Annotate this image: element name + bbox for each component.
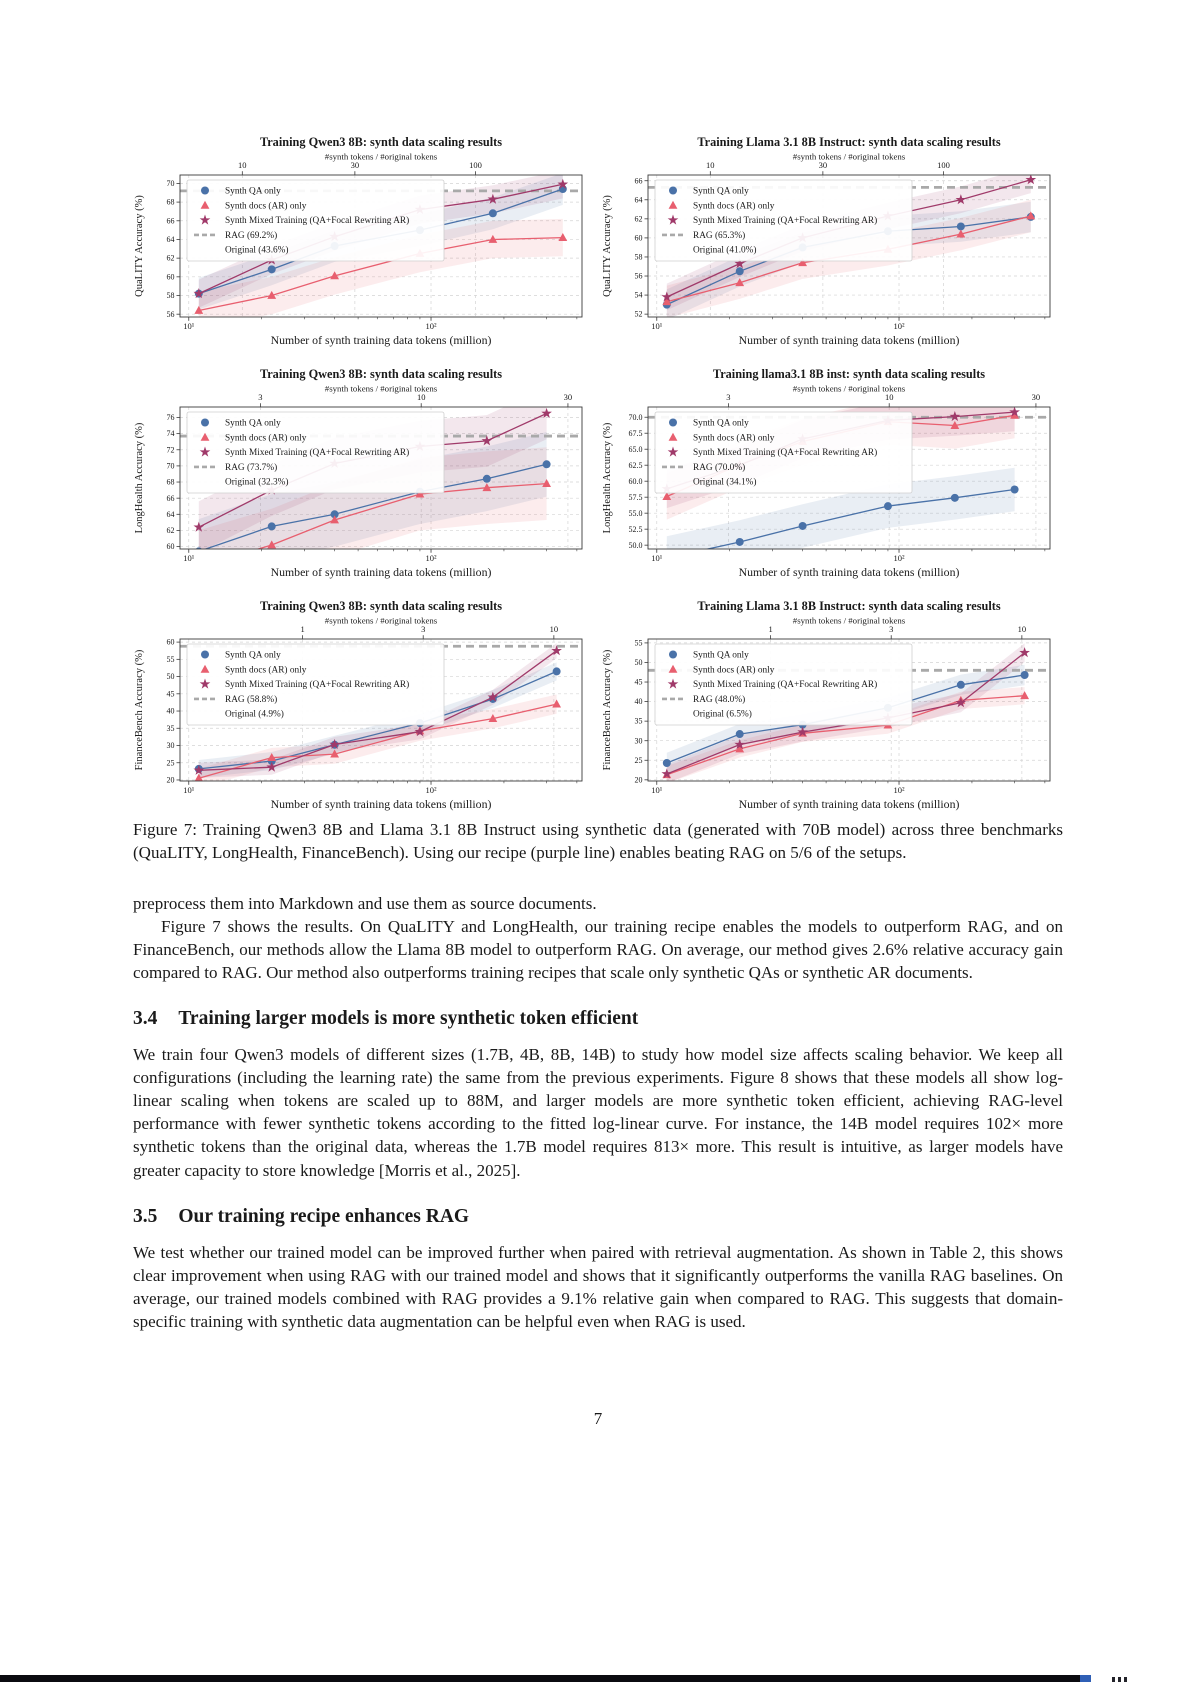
- svg-text:1: 1: [300, 624, 305, 634]
- svg-text:Synth docs (AR) only: Synth docs (AR) only: [693, 665, 775, 676]
- svg-text:45: 45: [166, 689, 175, 699]
- svg-text:55.0: 55.0: [628, 508, 643, 518]
- svg-text:60: 60: [166, 542, 175, 552]
- svg-text:10: 10: [416, 392, 426, 402]
- svg-text:30: 30: [563, 392, 573, 402]
- svg-text:Synth Mixed Training (QA+Focal: Synth Mixed Training (QA+Focal Rewriting AR): [225, 448, 410, 459]
- svg-text:Number of synth training data: Number of synth training data tokens (million): [270, 565, 492, 579]
- svg-text:62.5: 62.5: [628, 460, 643, 470]
- svg-text:3: 3: [726, 392, 731, 402]
- section-heading-3-5: [133, 1206, 1063, 1228]
- svg-text:FinanceBench Accuracy (%): FinanceBench Accuracy (%): [134, 649, 145, 771]
- svg-text:74: 74: [166, 429, 175, 439]
- svg-text:52.5: 52.5: [628, 524, 643, 534]
- svg-text:Synth Mixed Training (QA+Focal: Synth Mixed Training (QA+Focal Rewriting AR): [225, 216, 410, 227]
- svg-text:72: 72: [166, 445, 175, 455]
- svg-text:25: 25: [166, 758, 175, 768]
- section-title: Our training recipe enhances RAG: [178, 1205, 470, 1227]
- svg-text:50: 50: [634, 658, 643, 668]
- svg-text:QuaLITY Accuracy (%): QuaLITY Accuracy (%): [134, 195, 145, 297]
- svg-text:10: 10: [706, 160, 715, 170]
- svg-text:20: 20: [166, 775, 175, 785]
- svg-text:Synth Mixed Training (QA+Focal: Synth Mixed Training (QA+Focal Rewriting AR): [225, 680, 410, 691]
- chart-financebench-llama-8b: [598, 597, 1056, 817]
- svg-text:10²: 10²: [425, 785, 437, 795]
- svg-text:Synth Mixed Training (QA+Focal: Synth Mixed Training (QA+Focal Rewriting AR): [693, 448, 878, 459]
- svg-text:10²: 10²: [425, 553, 437, 563]
- svg-text:55: 55: [634, 638, 643, 648]
- svg-text:10²: 10²: [425, 321, 437, 331]
- svg-text:10¹: 10¹: [183, 321, 195, 331]
- svg-text:57.5: 57.5: [628, 492, 643, 502]
- svg-text:70: 70: [166, 179, 175, 189]
- svg-text:Training Llama 3.1 8B Instruct: Training Llama 3.1 8B Instruct: synth data scaling results: [697, 599, 1001, 613]
- svg-text:62: 62: [634, 214, 643, 224]
- svg-text:10¹: 10¹: [651, 553, 663, 563]
- svg-text:66: 66: [634, 176, 643, 186]
- svg-text:35: 35: [634, 716, 643, 726]
- svg-text:66: 66: [166, 216, 175, 226]
- section-number: 3.4: [133, 1008, 158, 1029]
- svg-text:Original (4.9%): Original (4.9%): [225, 709, 284, 720]
- page-number: 7: [593, 1409, 603, 1429]
- svg-text:QuaLITY Accuracy (%): QuaLITY Accuracy (%): [602, 195, 613, 297]
- svg-text:#synth tokens / #original toke: #synth tokens / #original tokens: [324, 615, 438, 626]
- svg-text:62: 62: [166, 253, 175, 263]
- svg-text:30: 30: [634, 736, 643, 746]
- svg-text:1: 1: [768, 624, 773, 634]
- svg-text:Synth QA only: Synth QA only: [693, 418, 749, 429]
- svg-text:58: 58: [634, 252, 643, 262]
- svg-text:Synth Mixed Training (QA+Focal: Synth Mixed Training (QA+Focal Rewriting AR): [693, 680, 878, 691]
- svg-text:50: 50: [166, 672, 175, 682]
- svg-text:10²: 10²: [893, 553, 905, 563]
- chart-quality-llama-8b: [598, 133, 1056, 353]
- svg-text:30: 30: [818, 160, 828, 170]
- svg-text:Synth QA only: Synth QA only: [225, 650, 281, 661]
- svg-text:#synth tokens / #original toke: #synth tokens / #original tokens: [324, 151, 438, 162]
- svg-text:67.5: 67.5: [628, 428, 643, 438]
- svg-text:Number of synth training data: Number of synth training data tokens (million): [738, 797, 960, 811]
- svg-text:10²: 10²: [893, 321, 905, 331]
- svg-text:60.0: 60.0: [628, 476, 643, 486]
- svg-text:Training Qwen3 8B: synth data: Training Qwen3 8B: synth data scaling results: [259, 599, 503, 613]
- svg-text:100: 100: [937, 160, 950, 170]
- svg-text:64: 64: [634, 195, 643, 205]
- svg-text:52: 52: [634, 309, 643, 319]
- svg-text:3: 3: [258, 392, 263, 402]
- svg-text:RAG (65.3%): RAG (65.3%): [693, 230, 746, 241]
- svg-text:RAG (69.2%): RAG (69.2%): [225, 230, 278, 241]
- svg-text:60: 60: [166, 637, 175, 647]
- chart-longhealth-qwen3-8b: [130, 365, 588, 585]
- svg-text:45: 45: [634, 677, 643, 687]
- svg-text:70.0: 70.0: [628, 412, 643, 422]
- svg-text:Original (34.1%): Original (34.1%): [693, 477, 757, 488]
- svg-text:Number of synth training data: Number of synth training data tokens (million): [270, 333, 492, 347]
- window-bottom-edge-accent: [1080, 1675, 1091, 1682]
- figure-caption: Figure 7: Training Qwen3 8B and Llama 3.1 8B Instruct using synthetic data (generated with 70B model) across three benchmarks (QuaLITY, LongHealth, FinanceBench). Using our recipe (purple line) enables beating RAG on 5/6 of the setups.: [133, 820, 1063, 863]
- svg-text:10¹: 10¹: [651, 785, 663, 795]
- svg-text:FinanceBench Accuracy (%): FinanceBench Accuracy (%): [602, 649, 613, 771]
- svg-text:Synth QA only: Synth QA only: [693, 650, 749, 661]
- svg-text:20: 20: [634, 775, 643, 785]
- chart-financebench-qwen3-8b: [130, 597, 588, 817]
- svg-text:60: 60: [166, 272, 175, 282]
- svg-text:40: 40: [166, 706, 175, 716]
- svg-text:62: 62: [166, 526, 175, 536]
- svg-text:64: 64: [166, 235, 175, 245]
- svg-text:RAG (70.0%): RAG (70.0%): [693, 462, 746, 473]
- section-number: 3.5: [133, 1205, 158, 1227]
- text-column: [133, 818, 1063, 1429]
- svg-text:100: 100: [469, 160, 482, 170]
- svg-text:10¹: 10¹: [183, 553, 195, 563]
- svg-text:40: 40: [634, 697, 643, 707]
- svg-text:Original (43.6%): Original (43.6%): [225, 245, 289, 256]
- svg-text:68: 68: [166, 477, 175, 487]
- svg-text:3: 3: [889, 624, 894, 634]
- svg-text:Synth docs (AR) only: Synth docs (AR) only: [693, 433, 775, 444]
- svg-text:10: 10: [549, 624, 559, 634]
- svg-text:Training Qwen3 8B: synth data: Training Qwen3 8B: synth data scaling results: [259, 367, 503, 381]
- svg-text:30: 30: [1031, 392, 1041, 402]
- page-edge-artifacts: [1112, 1677, 1127, 1682]
- svg-text:10: 10: [1017, 624, 1027, 634]
- svg-text:Synth QA only: Synth QA only: [693, 186, 749, 197]
- svg-text:30: 30: [166, 741, 175, 751]
- svg-text:10¹: 10¹: [183, 785, 195, 795]
- section-title: Training larger models is more synthetic token efficient: [178, 1008, 639, 1029]
- svg-text:LongHealth Accuracy (%): LongHealth Accuracy (%): [602, 422, 613, 534]
- svg-text:65.0: 65.0: [628, 444, 643, 454]
- svg-text:76: 76: [166, 413, 175, 423]
- svg-text:10²: 10²: [893, 785, 905, 795]
- svg-text:70: 70: [166, 461, 175, 471]
- svg-text:60: 60: [634, 233, 643, 243]
- svg-text:Training Qwen3 8B: synth data: Training Qwen3 8B: synth data scaling results: [259, 135, 503, 149]
- paragraph-3-4: We train four Qwen3 models of different sizes (1.7B, 4B, 8B, 14B) to study how model size affects scaling behavior. We keep all configurations (including the learning rate) the same from the previous experiments. Figure 8 shows that these models all show log-linear scaling when tokens are scaled up to 88M, and larger models are more synthetic token efficient, achieving RAG-level performance with fewer synthetic tokens according to the fitted log-linear curve. For instance, the 14B model requires 102× more synthetic tokens than the original data, whereas the 1.7B model requires 813× more. This result is intuitive, as larger models have greater capacity to store knowledge [Morris et al., 2025].: [133, 1045, 1063, 1180]
- svg-text:68: 68: [166, 197, 175, 207]
- svg-text:10: 10: [238, 160, 247, 170]
- svg-text:Synth docs (AR) only: Synth docs (AR) only: [225, 433, 307, 444]
- svg-text:#synth tokens / #original toke: #synth tokens / #original tokens: [792, 383, 906, 394]
- svg-text:LongHealth Accuracy (%): LongHealth Accuracy (%): [134, 422, 145, 534]
- svg-text:Number of synth training data: Number of synth training data tokens (million): [270, 797, 492, 811]
- chart-longhealth-llama-8b: [598, 365, 1056, 585]
- window-bottom-edge: [0, 1675, 1080, 1682]
- svg-text:RAG (73.7%): RAG (73.7%): [225, 462, 278, 473]
- svg-text:35: 35: [166, 723, 175, 733]
- svg-text:Original (32.3%): Original (32.3%): [225, 477, 289, 488]
- paragraph-preprocess: preprocess them into Markdown and use them as source documents.: [133, 893, 597, 913]
- svg-text:Synth Mixed Training (QA+Focal: Synth Mixed Training (QA+Focal Rewriting AR): [693, 216, 878, 227]
- svg-text:Training llama3.1 8B inst: syn: Training llama3.1 8B inst: synth data scaling results: [712, 367, 986, 381]
- svg-text:Number of synth training data: Number of synth training data tokens (million): [738, 565, 960, 579]
- svg-text:50.0: 50.0: [628, 540, 643, 550]
- svg-text:Original (41.0%): Original (41.0%): [693, 245, 757, 256]
- svg-text:10: 10: [884, 392, 894, 402]
- svg-text:10¹: 10¹: [651, 321, 663, 331]
- svg-text:56: 56: [634, 271, 643, 281]
- svg-text:Original (6.5%): Original (6.5%): [693, 709, 752, 720]
- paragraph-figure7-results: Figure 7 shows the results. On QuaLITY and LongHealth, our training recipe enables the models to outperform RAG, and on FinanceBench, our methods allow the Llama 8B model to outperform RAG. On average, our method gives 2.6% relative accuracy gain compared to RAG. Our method also outperforms training recipes that scale only synthetic QAs or synthetic AR documents.: [133, 916, 1063, 982]
- svg-text:Synth QA only: Synth QA only: [225, 186, 281, 197]
- svg-text:Synth docs (AR) only: Synth docs (AR) only: [225, 665, 307, 676]
- svg-text:#synth tokens / #original toke: #synth tokens / #original tokens: [792, 615, 906, 626]
- svg-text:Number of synth training data: Number of synth training data tokens (million): [738, 333, 960, 347]
- svg-text:55: 55: [166, 654, 175, 664]
- svg-text:Synth docs (AR) only: Synth docs (AR) only: [225, 201, 307, 212]
- svg-text:54: 54: [634, 290, 643, 300]
- svg-text:58: 58: [166, 291, 175, 301]
- svg-text:#synth tokens / #original toke: #synth tokens / #original tokens: [792, 151, 906, 162]
- svg-text:Training Llama 3.1 8B Instruct: Training Llama 3.1 8B Instruct: synth data scaling results: [697, 135, 1001, 149]
- svg-text:30: 30: [350, 160, 360, 170]
- paragraph-3-5: We test whether our trained model can be improved further when paired with retrieval augmentation. As shown in Table 2, this shows clear improvement when using RAG with our trained model and shows that it significantly outperforms the vanilla RAG baselines. On average, our trained models combined with RAG provides a 9.1% relative gain when compared to RAG. This suggests that domain-specific training with synthetic data augmentation can be helpful even when RAG is used.: [133, 1242, 1063, 1331]
- svg-text:3: 3: [421, 624, 426, 634]
- svg-text:RAG (58.8%): RAG (58.8%): [225, 694, 278, 705]
- svg-text:64: 64: [166, 509, 175, 519]
- svg-text:#synth tokens / #original toke: #synth tokens / #original tokens: [324, 383, 438, 394]
- svg-text:RAG (48.0%): RAG (48.0%): [693, 694, 746, 705]
- svg-text:56: 56: [166, 309, 175, 319]
- svg-text:66: 66: [166, 493, 175, 503]
- svg-text:Synth QA only: Synth QA only: [225, 418, 281, 429]
- chart-quality-qwen3-8b: [130, 133, 588, 353]
- figure-7-charts: [130, 133, 1056, 817]
- svg-text:25: 25: [634, 755, 643, 765]
- section-heading-3-4: [133, 1008, 1063, 1030]
- svg-text:Synth docs (AR) only: Synth docs (AR) only: [693, 201, 775, 212]
